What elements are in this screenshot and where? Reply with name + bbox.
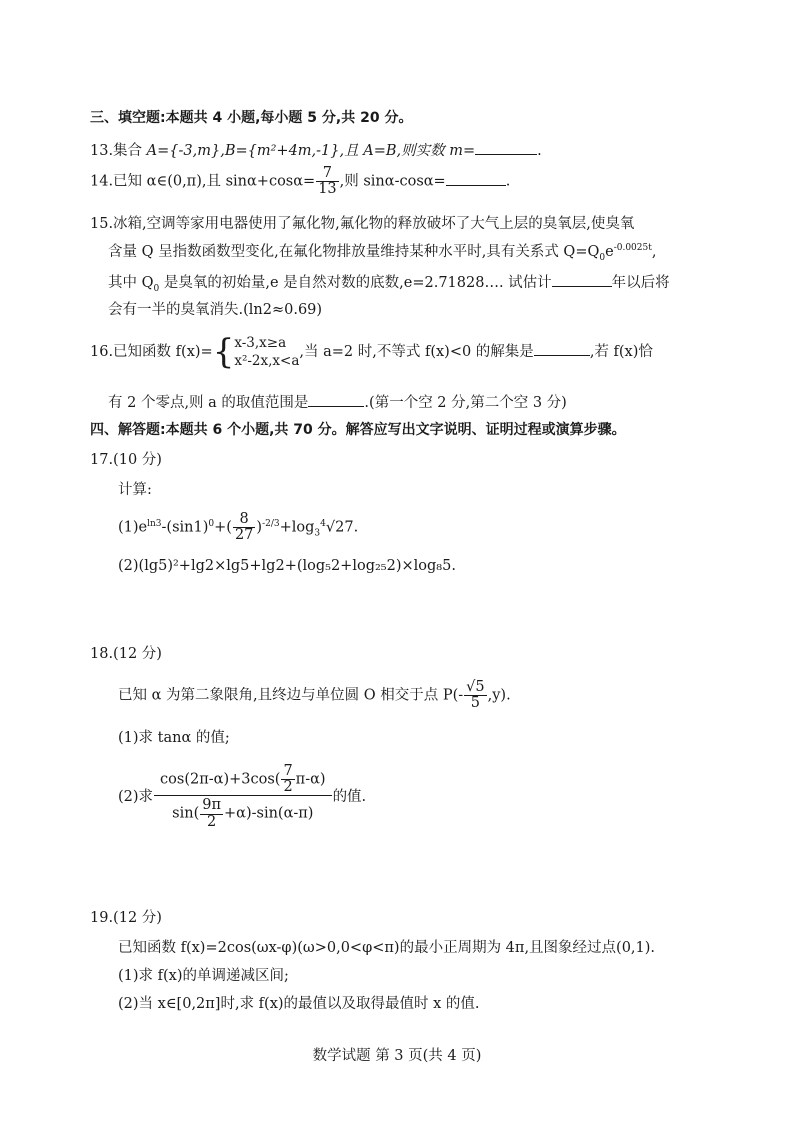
q14-frac-num: 7 xyxy=(316,166,338,182)
q15-line-2 xyxy=(108,244,656,261)
q18-part-2 xyxy=(118,764,366,830)
q16-answer-blank-1[interactable] xyxy=(534,341,590,356)
q17-p1-plus: +( xyxy=(214,519,232,536)
q19-stem: 已知函数 f(x)=2cos(ωx-φ)(ω>0,0<φ<π)的最小正周期为 4π,且图象经过点(0,1). xyxy=(118,940,656,956)
q14-answer-blank[interactable] xyxy=(446,171,506,186)
q15-line2-end: , xyxy=(651,244,657,260)
q18-stem xyxy=(118,680,511,711)
q13-prefix: 13.集合 xyxy=(90,143,147,159)
q18-p2-num-fraction xyxy=(281,764,294,795)
q15-answer-blank[interactable] xyxy=(552,272,612,287)
q17-p1-logsub: 3 xyxy=(314,528,321,539)
q16-case-2: x²-2x,x<a xyxy=(234,353,300,370)
q17-part-1 xyxy=(118,512,358,543)
q17-p1-fraction xyxy=(233,512,255,543)
q15-line3-end: 年以后将 xyxy=(611,275,670,291)
q18-stem-frac-den: 5 xyxy=(470,695,480,712)
q18-stem-fraction xyxy=(464,680,486,711)
q17-part-2: (2)(lg5)²+lg2×lg5+lg2+(log₅2+log₂₅2)×log₈5. xyxy=(118,558,456,574)
q18-p2-den-fraction xyxy=(200,798,223,829)
q17-p1-frac-num: 8 xyxy=(233,512,255,528)
q18-p2-pre: (2)求 xyxy=(118,788,154,805)
q18-part-1: (1)求 tanα 的值; xyxy=(118,730,230,746)
q18-stem-frac-num: √5 xyxy=(466,679,485,695)
q18-p2-den-fnum: 9π xyxy=(202,797,221,814)
q18-heading: 18.(12 分) xyxy=(90,646,162,662)
q18-p2-den-a: sin( xyxy=(172,806,200,823)
q18-stem-pre: 已知 α 为第二象限角,且终边与单位圆 O 相交于点 P(- xyxy=(118,687,464,704)
q14-fraction xyxy=(316,166,338,197)
q17-heading: 17.(10 分) xyxy=(90,452,162,468)
q17-p1-sup0: 0 xyxy=(208,518,215,529)
q16-line-2 xyxy=(108,392,567,412)
q15-line3-sub: 0 xyxy=(153,283,160,294)
q17-intro: 计算: xyxy=(118,482,152,498)
q17-p1-end: . xyxy=(353,519,359,536)
q15-q0-sub: 0 xyxy=(599,252,606,263)
q18-p2-numerator xyxy=(154,764,332,796)
q15-line3-mid: 是臭氧的初始量,e 是自然对数的底数,e=2.71828…. 试估计 xyxy=(159,275,552,291)
q14-prefix: 14.已知 α∈(0,π),且 sinα+cosα= xyxy=(90,173,316,190)
question-14 xyxy=(90,166,510,197)
q13-end: . xyxy=(537,143,542,159)
q13-sets: A={-3,m},B={m²+4m,-1},且 A=B,则实数 m= xyxy=(146,143,476,159)
q17-p1-sup: ln3 xyxy=(147,518,162,529)
q16-case-1: x-3,x≥a xyxy=(234,335,287,351)
page-footer: 数学试题 第 3 页(共 4 页) xyxy=(312,1048,482,1064)
q17-p1-root: √27 xyxy=(325,519,354,536)
q18-p2-num-fnum: 7 xyxy=(283,763,293,779)
q16-mid: ,当 a=2 时,不等式 f(x)<0 的解集是 xyxy=(299,344,534,361)
question-16 xyxy=(90,332,653,373)
q15-exponent: -0.0025t xyxy=(613,243,652,254)
q18-p2-num-a: cos(2π-α)+3cos( xyxy=(160,771,281,788)
q15-e: e xyxy=(605,244,614,260)
q18-p2-num-fden: 2 xyxy=(283,779,293,796)
q16-line2-post: .(第一个空 2 分,第二个空 3 分) xyxy=(364,395,567,411)
q16-brace: { xyxy=(212,332,235,373)
q16-answer-blank-2[interactable] xyxy=(308,392,364,407)
q16-line2-pre: 有 2 个零点,则 a 的取值范围是 xyxy=(108,395,309,411)
q19-heading: 19.(12 分) xyxy=(90,910,162,926)
q15-line2-text: 含量 Q 呈指数函数型变化,在氟化物排放量维持某种水平时,具有关系式 Q=Q xyxy=(108,244,600,260)
q17-p1-root-index: 4 xyxy=(320,518,326,529)
q15-line-3 xyxy=(108,272,670,292)
q15-line-1: 15.冰箱,空调等家用电器使用了氟化物,氟化物的释放破坏了大气上层的臭氧层,使臭氧 xyxy=(90,216,635,232)
q14-end: . xyxy=(505,173,511,190)
q13-answer-blank[interactable] xyxy=(475,140,537,155)
q18-p2-den-b: +α)-sin(α-π) xyxy=(224,806,314,823)
section-3-heading: 三、填空题:本题共 4 小题,每小题 5 分,共 20 分。 xyxy=(90,110,413,126)
q14-mid: ,则 sinα-cosα= xyxy=(339,173,446,190)
q17-p1-frac-den: 27 xyxy=(234,527,254,544)
question-13 xyxy=(90,140,542,160)
q17-p1-mid: -(sin1) xyxy=(161,519,209,536)
q17-p1-pre: (1)e xyxy=(118,519,148,536)
q18-p2-denominator xyxy=(154,796,332,829)
q18-stem-post: ,y). xyxy=(487,687,511,704)
q18-p2-post: 的值. xyxy=(332,788,367,805)
q16-post: ,若 f(x)恰 xyxy=(589,344,653,361)
q15-line-4: 会有一半的臭氧消失.(ln2≈0.69) xyxy=(108,302,323,318)
q15-line3-pre: 其中 Q xyxy=(108,275,154,291)
section-4-heading: 四、解答题:本题共 6 个小题,共 70 分。解答应写出文字说明、证明过程或演算步骤。 xyxy=(90,422,626,438)
q14-frac-den: 13 xyxy=(318,181,337,198)
q16-prefix: 16.已知函数 f(x)= xyxy=(90,344,213,361)
q17-p1-exp: -2/3 xyxy=(262,518,280,529)
q17-p1-close: ) xyxy=(256,519,263,536)
q19-part-1: (1)求 f(x)的单调递减区间; xyxy=(118,968,289,984)
q19-part-2: (2)当 x∈[0,2π]时,求 f(x)的最值以及取得最值时 x 的值. xyxy=(118,996,480,1012)
q18-p2-big-fraction xyxy=(154,764,332,830)
q18-p2-den-fden: 2 xyxy=(207,813,217,830)
q17-p1-log: +log xyxy=(279,519,315,536)
q18-p2-num-b: π-α) xyxy=(295,771,326,788)
q16-cases xyxy=(234,334,299,370)
